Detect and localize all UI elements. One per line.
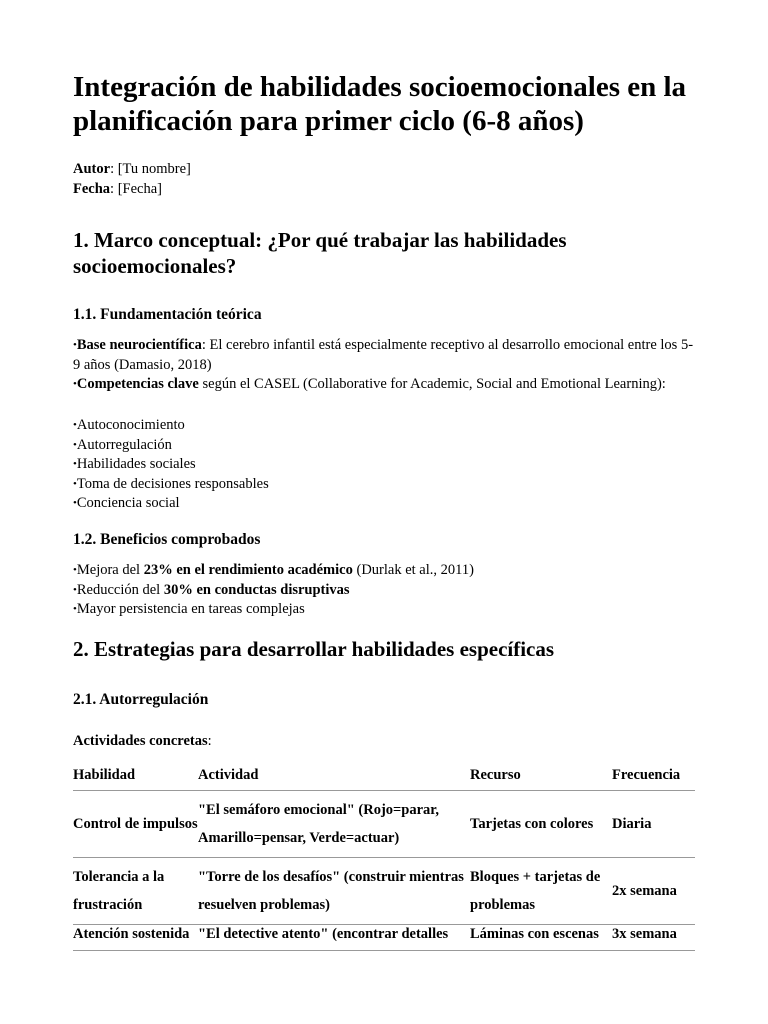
bold-text: 23% en el rendimiento académico — [143, 562, 353, 578]
bullet-icon: • — [73, 339, 77, 351]
bullet-icon: • — [73, 497, 77, 509]
table-cell: "Torre de los desafíos" (construir mientras resuelven problemas) — [198, 858, 470, 925]
bullet-icon: • — [73, 603, 77, 615]
bullet-icon: • — [73, 438, 77, 451]
bullet-icon: • — [73, 564, 77, 576]
competencies-list — [73, 416, 695, 514]
activities-table — [73, 760, 695, 951]
item-text: Habilidades sociales — [76, 456, 196, 472]
table-cell: Tarjetas con colores — [470, 791, 612, 858]
section-2-1-heading: 2.1. Autorregulación — [73, 691, 209, 708]
section-2-heading: 2. Estrategias para desarrollar habilidades específicas — [73, 637, 555, 661]
table-cell: Atención sostenida — [73, 925, 198, 951]
section-1-heading: 1. Marco conceptual: ¿Por qué trabajar las habilidades socioemocionales? — [73, 228, 567, 278]
column-header: Habilidad — [73, 760, 198, 791]
list-item — [73, 436, 695, 456]
item-text: según el CASEL (Collaborative for Academic, Social and Emotional Learning): — [198, 376, 666, 392]
column-header: Actividad — [198, 760, 470, 791]
table-cell: Diaria — [612, 791, 695, 858]
section-1-2-heading: 1.2. Beneficios comprobados — [73, 531, 261, 548]
table-cell: Tolerancia a la frustración — [73, 858, 198, 925]
theory-list — [73, 336, 695, 395]
table-cell: Control de impulsos — [73, 791, 198, 858]
bold-text: 30% en conductas disruptivas — [163, 581, 350, 598]
bullet-icon: • — [73, 419, 77, 431]
bullet-icon: • — [73, 477, 77, 490]
item-text: Mejora del — [76, 562, 144, 578]
bold-text: Actividades concretas — [73, 733, 208, 749]
table-cell: Láminas con escenas — [470, 925, 612, 951]
section-1-1-heading: 1.1. Fundamentación teórica — [73, 306, 262, 323]
column-header: Frecuencia — [612, 760, 695, 791]
date-line — [73, 179, 191, 199]
activities-label — [73, 733, 212, 750]
list-item — [73, 416, 695, 436]
list-item — [73, 581, 695, 601]
list-item — [73, 375, 695, 395]
item-text: : — [207, 733, 212, 749]
bold-text: Competencias clave — [76, 376, 199, 392]
item-text: Autorregulación — [76, 436, 172, 453]
table-cell: "El detective atento" (encontrar detalles — [198, 925, 470, 951]
list-item — [73, 494, 695, 514]
table-cell: Bloques + tarjetas de problemas — [470, 858, 612, 925]
bullet-icon: • — [73, 583, 77, 596]
table-header-row — [73, 760, 695, 791]
table-cell: "El semáforo emocional" (Rojo=parar, Amarillo=pensar, Verde=actuar) — [198, 791, 470, 858]
item-text: Toma de decisiones responsables — [76, 475, 269, 492]
item-text: Autoconocimiento — [76, 417, 185, 433]
list-item — [73, 336, 695, 375]
table-row — [73, 791, 695, 858]
item-text: (Durlak et al., 2011) — [352, 562, 474, 578]
list-item — [73, 561, 695, 581]
list-item — [73, 600, 695, 620]
date-label: Fecha — [73, 181, 111, 197]
date-value: : [Fecha] — [110, 181, 162, 197]
list-item — [73, 455, 695, 475]
table-row — [73, 925, 695, 951]
item-text: Reducción del — [76, 581, 164, 598]
item-text: Conciencia social — [76, 495, 180, 511]
item-text: : El cerebro infantil está especialmente receptivo al desarrollo emocional entre los 5-9 años (Damasio, 2018) — [73, 337, 694, 373]
table-row — [73, 858, 695, 925]
author-label: Autor — [73, 161, 111, 177]
list-item — [73, 475, 695, 495]
table-cell: 2x semana — [612, 858, 695, 925]
column-header: Recurso — [470, 760, 612, 791]
document-title: Integración de habilidades socioemocionales en la planificación para primer ciclo (6-8 años) — [73, 71, 687, 137]
benefits-list — [73, 561, 695, 620]
item-text: Mayor persistencia en tareas complejas — [76, 601, 305, 617]
bold-text: Base neurocientífica — [76, 337, 202, 353]
bullet-icon: • — [73, 458, 77, 470]
author-value: : [Tu nombre] — [110, 161, 191, 177]
table-cell: 3x semana — [612, 925, 695, 951]
author-line — [73, 159, 191, 179]
document-meta — [73, 159, 191, 199]
bullet-icon: • — [73, 378, 77, 390]
